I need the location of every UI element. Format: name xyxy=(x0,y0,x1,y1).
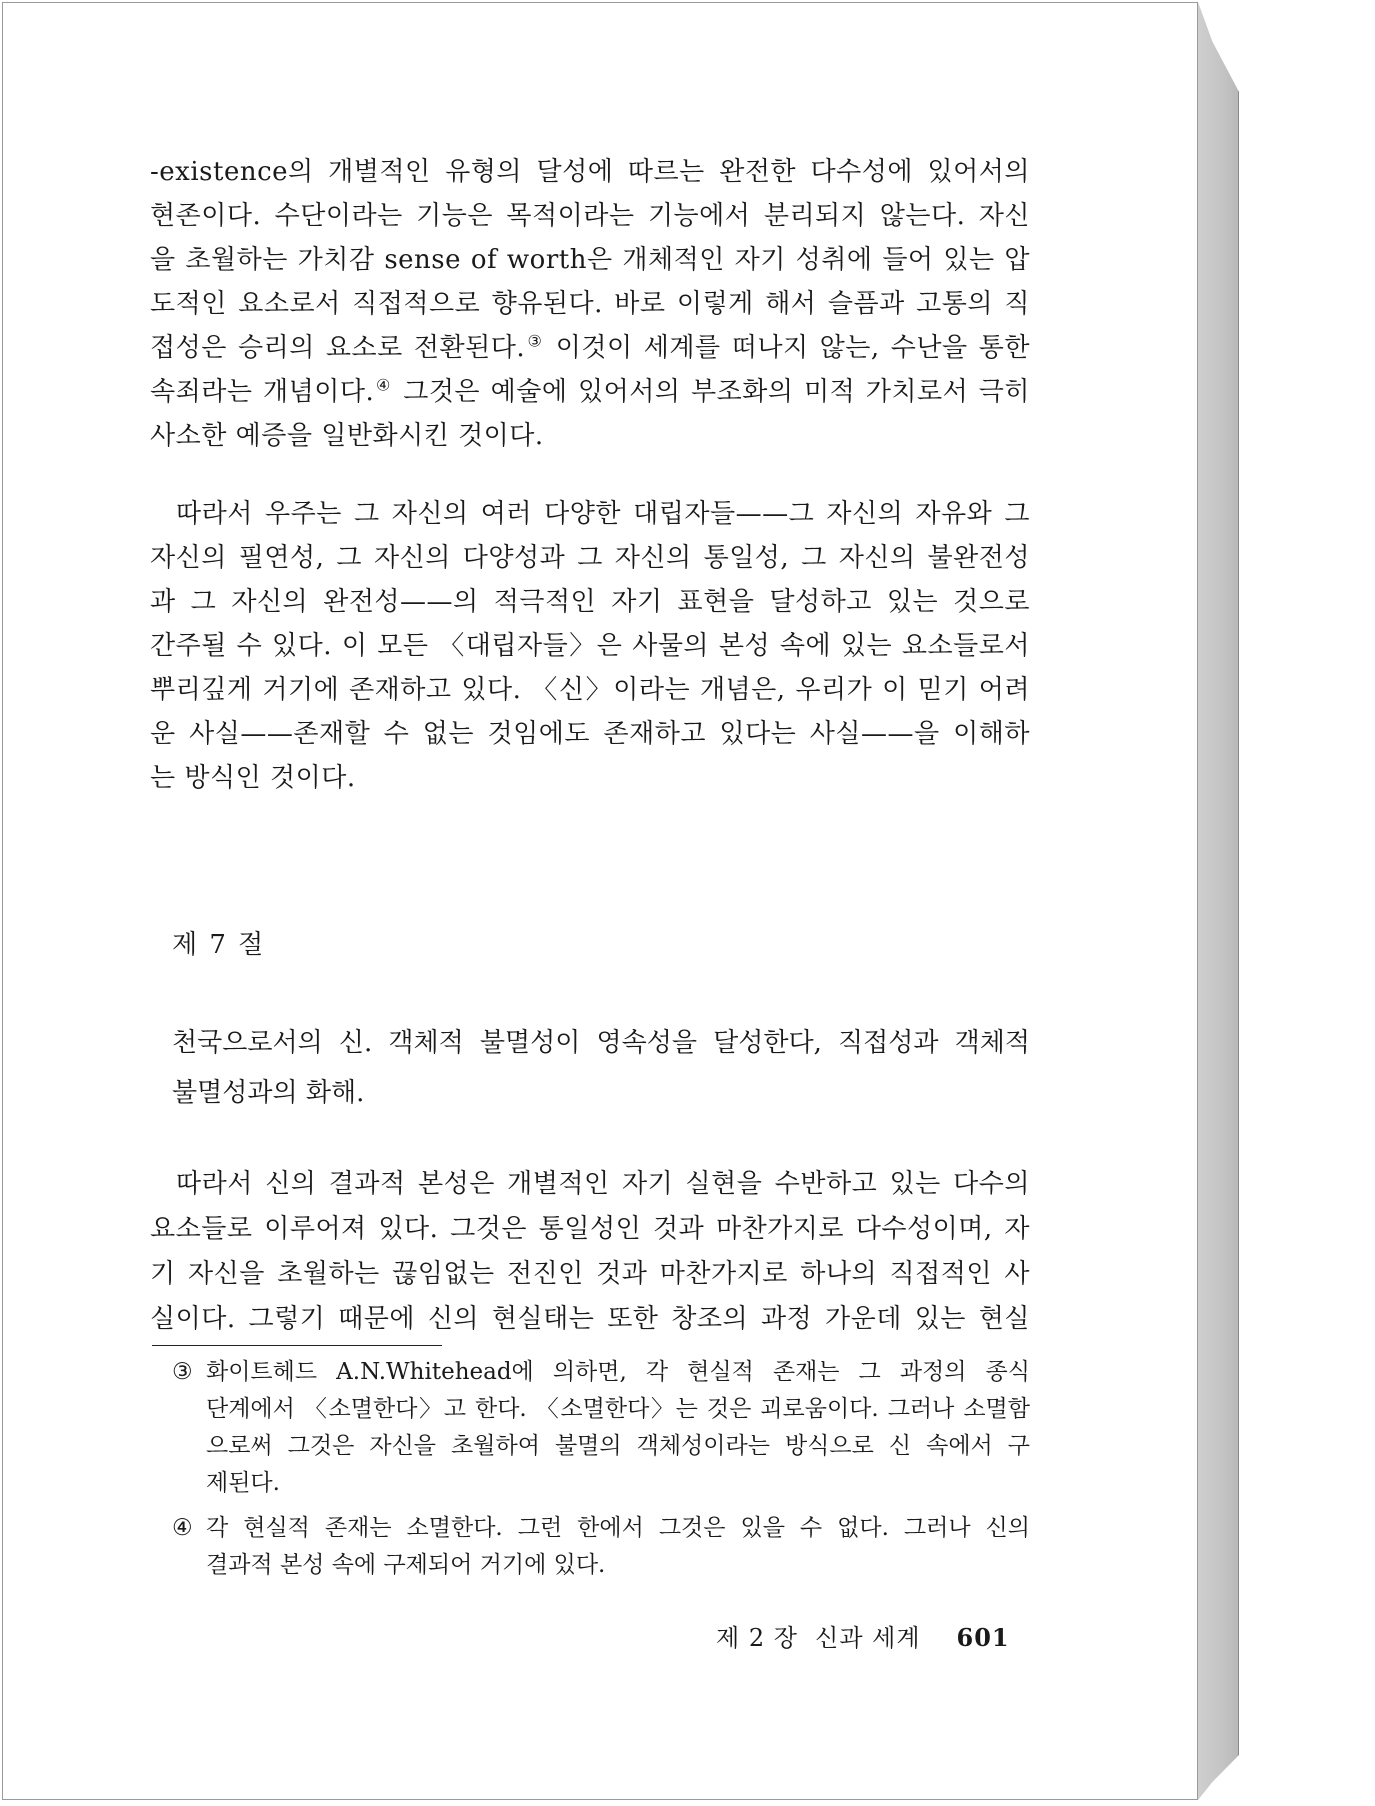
chapter-title: 제 2 장 신과 세계 xyxy=(716,1624,921,1652)
page-number: 601 xyxy=(956,1623,1010,1652)
footnote-line: 제된다. xyxy=(206,1470,280,1496)
text-fragment: 이것이 세계를 떠나지 않는, 수난을 통한 xyxy=(544,333,1030,363)
text-fragment: 그것은 예술에 있어서의 부조화의 미적 가치로서 극히 xyxy=(392,377,1031,407)
text-line: 실이다. 그렇기 때문에 신의 현실태는 또한 창조의 과정 가운데 있는 현실 xyxy=(150,1304,1030,1334)
summary-line: 천국으로서의 신. 객체적 불멸성이 영속성을 달성한다, 직접성과 객체적 xyxy=(172,1028,1030,1058)
text-line: -existence의 개별적인 유형의 달성에 따르는 완전한 다수성에 있어서의 xyxy=(150,157,1030,187)
text-line: 는 방식인 것이다. xyxy=(150,763,356,793)
text-line: 간주될 수 있다. 이 모든 〈대립자들〉은 사물의 본성 속에 있는 요소들로서 xyxy=(150,631,1030,661)
page-footer xyxy=(716,1618,1010,1653)
text-line: 요소들로 이루어져 있다. 그것은 통일성인 것과 마찬가지로 다수성이며, 자 xyxy=(150,1214,1030,1244)
footnote-ref-4[interactable]: ④ xyxy=(374,375,393,395)
text-fragment: 접성은 승리의 요소로 전환된다. xyxy=(150,333,526,363)
footnote-line: 화이트헤드 A.N.Whitehead에 의하면, 각 현실적 존재는 그 과정의 종식 xyxy=(206,1359,1030,1385)
text-line xyxy=(150,326,1030,370)
footnote-4 xyxy=(172,1510,1030,1584)
section-heading: 제 7 절 xyxy=(172,930,266,960)
footnote-line: 으로써 그것은 자신을 초월하여 불멸의 객체성이라는 방식으로 신 속에서 구 xyxy=(206,1433,1030,1459)
summary-line: 불멸성과의 화해. xyxy=(172,1078,365,1108)
text-line: 자신의 필연성, 그 자신의 다양성과 그 자신의 통일성, 그 자신의 불완전성 xyxy=(150,543,1030,573)
paragraph-3 xyxy=(150,1162,1030,1342)
footnote-3 xyxy=(172,1354,1030,1502)
text-line: 운 사실——존재할 수 없는 것임에도 존재하고 있다는 사실——을 이해하 xyxy=(150,719,1030,749)
text-line: 도적인 요소로서 직접적으로 향유된다. 바로 이렇게 해서 슬픔과 고통의 직 xyxy=(150,289,1030,319)
text-line: 현존이다. 수단이라는 기능은 목적이라는 기능에서 분리되지 않는다. 자신 xyxy=(150,201,1030,231)
text-line: 따라서 신의 결과적 본성은 개별적인 자기 실현을 수반하고 있는 다수의 xyxy=(176,1169,1030,1199)
page-stack-edge xyxy=(1198,2,1239,1800)
footnote-ref-3[interactable]: ③ xyxy=(525,331,545,351)
footnote-line: 결과적 본성 속에 구제되어 거기에 있다. xyxy=(206,1552,606,1578)
footnote-line: 각 현실적 존재는 소멸한다. 그런 한에서 그것은 있을 수 없다. 그러나 신의 xyxy=(206,1515,1030,1541)
text-line: 따라서 우주는 그 자신의 여러 다양한 대립자들——그 자신의 자유와 그 xyxy=(176,499,1030,529)
footnote-line: 단계에서 〈소멸한다〉고 한다. 〈소멸한다〉는 것은 괴로움이다. 그러나 소멸함 xyxy=(206,1396,1030,1422)
text-line: 뿌리깊게 거기에 존재하고 있다. 〈신〉이라는 개념은, 우리가 이 믿기 어려 xyxy=(150,675,1030,705)
text-line: 기 자신을 초월하는 끊임없는 전진인 것과 마찬가지로 하나의 직접적인 사 xyxy=(150,1259,1030,1289)
text-line: 을 초월하는 가치감 sense of worth은 개체적인 자기 성취에 들어 있는 압 xyxy=(150,245,1030,275)
text-line: 사소한 예증을 일반화시킨 것이다. xyxy=(150,421,544,451)
section-summary xyxy=(172,1018,1030,1118)
paragraph-1 xyxy=(150,150,1030,458)
text-line xyxy=(150,370,1030,414)
footnote-divider xyxy=(152,1345,442,1346)
text-line: 과 그 자신의 완전성——의 적극적인 자기 표현을 달성하고 있는 것으로 xyxy=(150,587,1030,617)
text-fragment: 속죄라는 개념이다. xyxy=(150,377,375,407)
footnotes xyxy=(172,1354,1030,1588)
footnote-mark: ③ xyxy=(172,1359,193,1385)
paragraph-2 xyxy=(150,492,1030,800)
footnote-mark: ④ xyxy=(172,1515,193,1541)
